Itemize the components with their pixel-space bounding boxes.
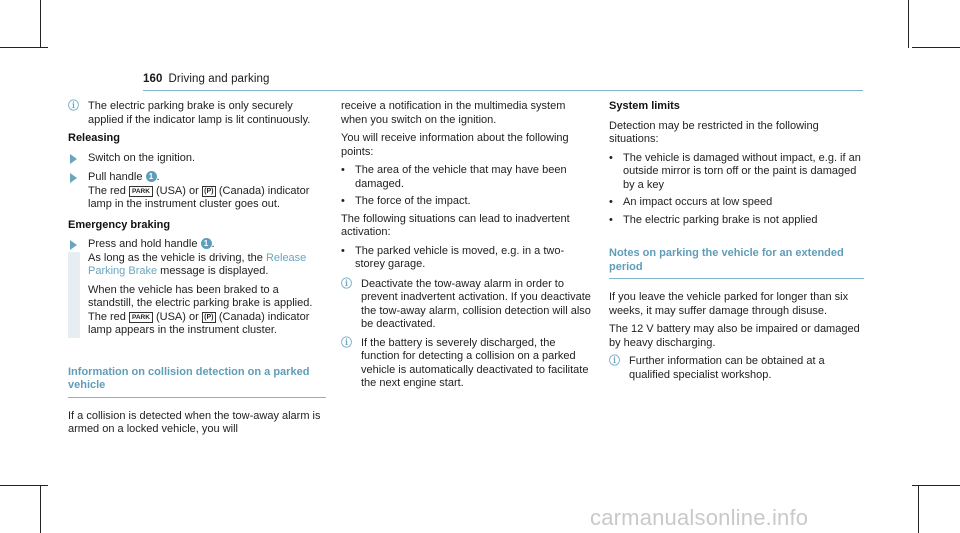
page-header (143, 73, 269, 85)
paragraph: You will receive information about the following points: (341, 132, 569, 158)
note-text: Further information can be obtained at a qualified specialist workshop. (629, 355, 825, 381)
header-rule (143, 90, 863, 91)
step (68, 238, 326, 338)
p-indicator-icon: (P) (202, 186, 216, 197)
step-arrow-icon (70, 240, 77, 250)
step-text: (Canada) indicator lamp in the instrument cluster goes out. (88, 184, 310, 210)
handle-badge: 1 (201, 238, 212, 249)
step-text: Switch on the ignition. (88, 151, 196, 164)
step-text: (Canada) indicator lamp appears in the instrument cluster. (88, 310, 310, 336)
step-text: . (156, 171, 160, 183)
page-number: 160 (143, 73, 163, 85)
section-heading: Information on collision detection on a parked vehicle (68, 365, 310, 391)
column-left (68, 100, 326, 442)
list-item (609, 152, 864, 193)
list-item (609, 214, 864, 228)
crop-mark (918, 485, 919, 533)
info-icon: ⓘ (609, 355, 620, 367)
info-icon: ⓘ (341, 336, 352, 349)
step-text: Pull handle (88, 171, 143, 183)
step-text: As long as the vehicle is driving, the (88, 251, 263, 264)
step-arrow-icon (70, 173, 77, 183)
p-indicator-icon: (P) (202, 312, 216, 323)
crop-mark (912, 47, 960, 48)
bullet: • (609, 213, 613, 226)
note-text: If the battery is severely discharged, the function for detecting a collision on a parked vehicle is automatically deactivated to facilitate the next engine start. (361, 336, 589, 389)
list-item (341, 195, 594, 209)
paragraph: The 12 V battery may also be impaired or damaged by heavy discharging. (609, 323, 860, 349)
column-middle (341, 100, 594, 396)
crop-mark (0, 485, 48, 486)
bullet: • (341, 195, 345, 207)
paragraph: Detection may be restricted in the following situations: (609, 119, 819, 145)
list-item-text: The area of the vehicle that may have been damaged. (355, 164, 567, 190)
bullet: • (609, 196, 613, 208)
info-icon: ⓘ (341, 277, 352, 290)
section-title: Driving and parking (168, 73, 270, 85)
note-text: The electric parking brake is only securely applied if the indicator lamp is lit continuously. (88, 100, 311, 126)
list-item-text: The force of the impact. (355, 195, 471, 207)
list-item-text: The parked vehicle is moved, e.g. in a two-storey garage. (355, 244, 565, 270)
step-text: . (211, 238, 215, 250)
list-item-text: The electric parking brake is not applied (623, 213, 818, 226)
park-indicator-icon: PARK (129, 186, 153, 197)
releasing-heading: Releasing (68, 132, 120, 144)
section-rule (609, 278, 864, 279)
crop-mark (40, 485, 41, 533)
bullet: • (341, 164, 345, 176)
note (341, 278, 594, 332)
note (68, 100, 326, 127)
step-text: (USA) or (155, 184, 199, 197)
step (68, 171, 326, 212)
display-message: Release Parking Brake (88, 251, 307, 277)
paragraph: If you leave the vehicle parked for longer than six weeks, it may suffer damage through disuse. (609, 291, 849, 317)
system-limits-heading: System limits (609, 100, 680, 112)
crop-mark (40, 0, 41, 48)
step-text: message is displayed. (160, 265, 269, 277)
step-text: (USA) or (155, 310, 199, 323)
watermark: carmanualsonline.info (590, 505, 809, 530)
handle-badge: 1 (146, 171, 157, 182)
list-item-text: The vehicle is damaged without impact, e.g. if an outside mirror is torn off or the paint is damaged by a key (623, 151, 861, 191)
section-heading: Notes on parking the vehicle for an extended period (609, 247, 844, 273)
note (609, 355, 864, 382)
section-rule (68, 397, 326, 398)
step-arrow-icon (70, 154, 77, 164)
paragraph: If a collision is detected when the tow-away alarm is armed on a locked vehicle, you will (68, 409, 321, 435)
step (68, 152, 326, 166)
list-item (341, 164, 594, 191)
park-indicator-icon: PARK (129, 312, 153, 323)
bullet: • (341, 244, 345, 257)
bullet: • (609, 151, 613, 164)
paragraph: The following situations can lead to inadvertent activation: (341, 212, 570, 238)
list-item-text: An impact occurs at low speed (623, 196, 773, 208)
note (341, 337, 594, 391)
step-text: The red (88, 184, 126, 197)
crop-mark (0, 47, 48, 48)
column-right (609, 100, 864, 387)
list-item (341, 245, 594, 272)
emergency-heading: Emergency braking (68, 218, 171, 231)
paragraph: receive a notification in the multimedia system when you switch on the ignition. (341, 100, 566, 126)
note-text: Deactivate the tow-away alarm in order to prevent inadvertent activation. If you deactivate the tow-away alarm, collision detection will also be deactivated. (361, 277, 591, 330)
list-item (609, 196, 864, 210)
step-rail (68, 252, 80, 338)
crop-mark (908, 0, 909, 48)
crop-mark (912, 485, 960, 486)
step-text: When the vehicle has been braked to a standstill, the electric parking brake is applied. The red (88, 283, 313, 323)
step-text: Press and hold handle (88, 238, 198, 250)
info-icon: ⓘ (68, 100, 79, 112)
